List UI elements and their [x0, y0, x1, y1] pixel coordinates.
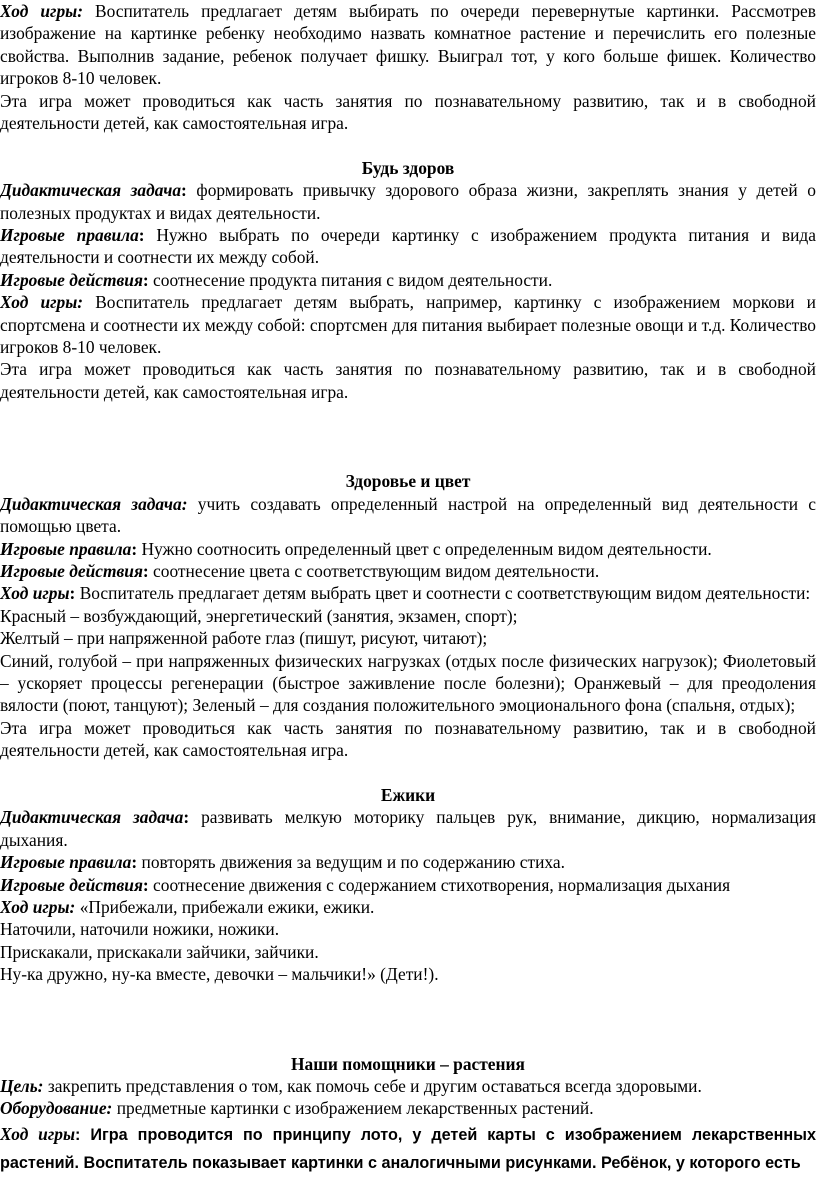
course-label: Ход игры: [0, 897, 76, 917]
rules-text: Нужно выбрать по очереди картинку с изображением продукта питания и вида деятельности и соотнести их между собой. [0, 225, 816, 268]
game3-actions [0, 874, 816, 896]
rules-text: повторять движения за ведущим и по содержанию стиха. [137, 852, 565, 873]
task-colon: : [183, 807, 190, 828]
game-title-bud-zdorov: Будь здоров [361, 157, 455, 178]
color-line-blue: Синий, голубой – при напряженных физических нагрузках (отдых после физических нагрузок); Фиолетовый – ускоряет процессы регенерации (быстрое заживление после болезни); Оранжевый – для преодоления вялости (поют, танцуют); Зеленый – для создания положительного эмоционального фона (спальня, отдых); [0, 650, 816, 716]
game1-note: Эта игра может проводиться как часть занятия по познавательному развитию, так и в свободной деятельности детей, как самостоятельная игра. [0, 359, 816, 402]
goal-label: Цель: [0, 1076, 44, 1097]
intro-note-paragraph: Эта игра может проводиться как часть занятия по познавательному развитию, так и в свободной деятельности детей, как самостоятельная игра. [0, 90, 816, 134]
actions-label: Игровые действия [0, 269, 143, 290]
verse-line-3: Прискакали, прискакали зайчики, зайчики. [0, 941, 319, 962]
game2-task [0, 493, 816, 538]
game1-course [0, 291, 816, 358]
goal-text: закрепить представления о том, как помочь себе и другим оставаться всегда здоровыми. [43, 1076, 702, 1097]
course-label: Ход игры: [0, 1, 83, 21]
game-title-zdorovye-i-tsvet: Здоровье и цвет [345, 471, 471, 492]
intro-course-paragraph [0, 0, 816, 90]
color-line-red: Красный – возбуждающий, энергетический (занятия, экзамен, спорт); [0, 605, 518, 626]
rules-colon: : [131, 852, 138, 873]
game3-task [0, 806, 816, 851]
game2-rules [0, 538, 816, 560]
actions-colon: : [142, 874, 149, 895]
actions-text: соотнесение цвета с соответствующим видом деятельности. [148, 560, 600, 581]
game4-course-block [0, 1120, 816, 1177]
game2-note: Эта игра может проводиться как часть занятия по познавательному развитию, так и в свободной деятельности детей, как самостоятельная игра. [0, 717, 816, 761]
game-title-yezhiki: Ежики [380, 784, 436, 805]
color-line-yellow: Желтый – при напряженной работе глаз (пишут, рисуют, читают); [0, 628, 488, 649]
actions-text: соотнесение продукта питания с видом деятельности. [148, 269, 553, 290]
actions-label: Игровые действия [0, 874, 143, 895]
actions-text: соотнесение движения с содержанием стихотворения, нормализация дыхания [148, 874, 731, 895]
game3-course [0, 896, 816, 918]
verse-line-4: Ну-ка дружно, ну-ка вместе, девочки – мальчики!» (Дети!). [0, 964, 439, 985]
rules-label: Игровые правила [0, 852, 132, 873]
game1-rules [0, 224, 816, 269]
task-text: учить создавать определенный настрой на определенный вид деятельности с помощью цвета. [0, 493, 816, 537]
rules-colon: : [131, 538, 138, 559]
verse-line-2: Наточили, наточили ножики, ножики. [0, 919, 280, 940]
task-label: Дидактическая задача: [0, 493, 188, 514]
rules-label: Игровые правила [0, 225, 139, 246]
actions-colon: : [142, 269, 149, 290]
rules-label: Игровые правила [0, 538, 132, 559]
course-colon: : [69, 583, 76, 604]
task-text: развивать мелкую моторику пальцев рук, внимание, дикцию, нормализация дыхания. [0, 807, 816, 850]
actions-colon: : [142, 560, 149, 581]
game1-task [0, 179, 816, 224]
rules-colon: : [138, 225, 145, 246]
game4-equipment [0, 1097, 816, 1119]
course-text: Воспитатель предлагает детям выбирать по очереди перевернутые картинки. Рассмотрев изображение на картинке ребенку необходимо назвать комнатное растение и перечислить его полезные свойства. Выполнив задание, ребенок получает фишку. Выиграл тот, у кого больше фишек. Количество игроков 8-10 человек. [0, 1, 816, 89]
game-title-nashi-pomoshchniki: Наши помощники – растения [291, 1053, 525, 1074]
course-label: Ход игры [0, 583, 70, 604]
task-label: Дидактическая задача [0, 180, 182, 201]
course-label: Ход игры [0, 1123, 76, 1144]
game2-actions [0, 560, 816, 582]
game1-actions [0, 269, 816, 291]
rules-text: Нужно соотносить определенный цвет с определенным видом деятельности. [137, 538, 712, 559]
task-text: формировать привычку здорового образа жизни, закреплять знания у детей о полезных продуктах и видах деятельности. [0, 180, 816, 223]
course-text: Игра проводится по принципу лото, у детей карты с изображением лекарственных растений. Воспитатель показывает картинки с аналогичными рисунками. Ребёнок, у которого есть [0, 1125, 816, 1172]
game3-rules [0, 851, 816, 873]
game4-course [0, 1120, 816, 1177]
actions-label: Игровые действия [0, 560, 143, 581]
equipment-label: Оборудование: [0, 1098, 113, 1119]
game4-goal [0, 1075, 816, 1097]
course-colon: : [75, 1125, 81, 1144]
course-text: Воспитатель предлагает детям выбрать цвет и соотнести с соответствующим видом деятельности: [75, 583, 811, 604]
task-colon: : [181, 180, 187, 201]
game2-course [0, 582, 816, 604]
course-text: «Прибежали, прибежали ежики, ежики. [75, 897, 375, 917]
task-label: Дидактическая задача [0, 807, 184, 828]
equipment-text: предметные картинки с изображением лекарственных растений. [112, 1098, 594, 1119]
course-text: Воспитатель предлагает детям выбрать, например, картинку с изображением моркови и спортсмена и соотнести их между собой: спортсмен для питания выбирает полезные овощи и т.д. Количество игроков 8-10 человек. [0, 292, 816, 358]
course-label: Ход игры: [0, 292, 84, 313]
